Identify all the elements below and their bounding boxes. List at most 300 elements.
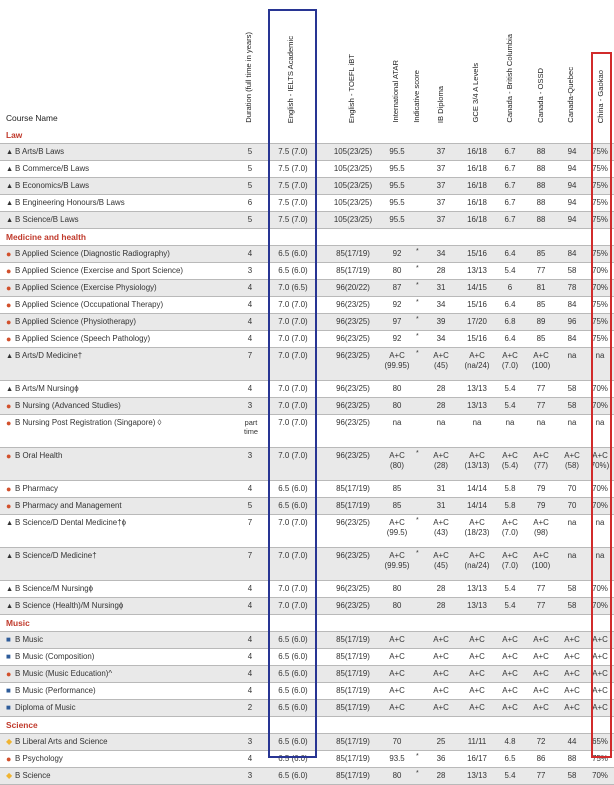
bc-value: 5.8	[504, 501, 516, 510]
toefl-cell	[325, 652, 381, 662]
ib-value-line2: (28)	[433, 461, 449, 470]
table-row	[0, 195, 614, 212]
ielts-cell	[270, 198, 316, 208]
ib-cell	[426, 669, 456, 679]
ib-value: 37	[436, 198, 446, 207]
ielts-value: 7.0 (7.0)	[278, 584, 308, 593]
ielts-cell	[270, 754, 316, 764]
ossd-value: A+C	[533, 686, 549, 695]
course-name	[6, 652, 94, 662]
atar-cell	[381, 351, 413, 371]
atar-value: 95.5	[389, 147, 405, 156]
ielts-value: 6.5 (6.0)	[278, 771, 308, 780]
gce-value: 13/13	[467, 401, 487, 410]
table-row	[0, 448, 614, 481]
bc-value: 6.4	[504, 334, 516, 343]
gce-cell	[457, 652, 497, 662]
course-name-text: B Music (Composition)	[15, 652, 95, 661]
queb-value: na	[567, 518, 577, 527]
queb-cell	[558, 317, 586, 327]
ib-cell	[426, 703, 456, 713]
course-name	[6, 703, 76, 713]
ib-value: A+C	[433, 635, 449, 644]
ielts-value: 6.5 (6.0)	[278, 484, 308, 493]
gce-value: A+C	[469, 451, 485, 460]
ib-value: 28	[436, 384, 446, 393]
toefl-value: 96(23/25)	[336, 418, 370, 427]
gaokao-value: A+C	[592, 669, 608, 678]
gaokao-value: na	[595, 351, 605, 360]
bc-value: 5.4	[504, 384, 516, 393]
bc-value: 5.4	[504, 601, 516, 610]
bc-cell	[497, 518, 523, 538]
duration-value: 4	[247, 669, 253, 678]
queb-cell	[558, 451, 586, 471]
gaokao-cell	[588, 334, 612, 344]
circle-marker-icon: ●	[6, 283, 12, 293]
toefl-value: 105(23/25)	[333, 215, 373, 224]
bc-value: A+C	[502, 669, 518, 678]
gce-cell	[457, 669, 497, 679]
toefl-value: 85(17/19)	[336, 249, 370, 258]
course-name-text: B Nursing Post Registration (Singapore) ◊	[15, 418, 162, 427]
ib-cell	[426, 584, 456, 594]
square-marker-icon: ■	[6, 703, 11, 712]
table-row	[0, 581, 614, 598]
duration-value: part	[244, 418, 258, 427]
bc-value: 5.4	[504, 401, 516, 410]
ossd-cell	[526, 635, 556, 645]
ielts-value: 6.5 (6.0)	[278, 501, 308, 510]
gaokao-cell	[588, 317, 612, 327]
bc-cell	[497, 300, 523, 310]
gce-value-line2: (18/23)	[464, 528, 490, 537]
atar-value: 92	[392, 334, 402, 343]
toefl-value: 85(17/19)	[336, 737, 370, 746]
section-header	[0, 127, 614, 144]
ielts-cell	[270, 351, 316, 361]
queb-cell	[558, 501, 586, 511]
indicative-score-star: *	[416, 299, 419, 306]
gce-cell	[457, 551, 497, 571]
gaokao-value: na	[595, 518, 605, 527]
duration-cell	[238, 451, 262, 461]
gce-cell	[457, 771, 497, 781]
ossd-cell	[526, 601, 556, 611]
course-name-text: B Music	[15, 635, 44, 644]
toefl-value: 96(23/25)	[336, 334, 370, 343]
gce-cell	[457, 181, 497, 191]
ielts-cell	[270, 635, 316, 645]
triangle-marker-icon: ▲	[6, 147, 14, 156]
ib-value: 34	[436, 249, 446, 258]
ib-value: A+C	[433, 451, 449, 460]
bc-value: A+C	[502, 551, 518, 560]
toefl-cell	[325, 771, 381, 781]
indicative-score-star: *	[416, 753, 419, 760]
toefl-cell	[325, 300, 381, 310]
bc-cell	[497, 283, 523, 293]
duration-value: 4	[247, 601, 253, 610]
duration-value-line2: time	[244, 427, 258, 436]
ib-value: 34	[436, 300, 446, 309]
gaokao-value: 70%	[592, 401, 608, 410]
ib-value: 31	[436, 501, 446, 510]
queb-cell	[558, 334, 586, 344]
table-body	[0, 127, 614, 785]
queb-value: 94	[567, 147, 577, 156]
ielts-cell	[270, 215, 316, 225]
queb-cell	[558, 266, 586, 276]
ib-cell	[426, 198, 456, 208]
toefl-value: 105(23/25)	[333, 198, 373, 207]
queb-cell	[558, 164, 586, 174]
queb-value: 88	[567, 754, 577, 763]
atar-value: 80	[392, 401, 402, 410]
table-row	[0, 548, 614, 581]
triangle-marker-icon: ▲	[6, 181, 14, 190]
ossd-value: 79	[536, 501, 546, 510]
queb-value: 94	[567, 164, 577, 173]
bc-value: A+C	[502, 351, 518, 360]
duration-cell	[236, 418, 266, 436]
ossd-cell	[526, 669, 556, 679]
ossd-value: 81	[536, 283, 546, 292]
course-name	[6, 601, 123, 611]
ib-value: 36	[436, 754, 446, 763]
diamond-marker-icon: ◆	[6, 737, 13, 746]
gce-value: 16/18	[467, 198, 487, 207]
atar-value: A+C	[389, 551, 405, 560]
ossd-cell	[526, 584, 556, 594]
indicative-score-star: *	[416, 517, 419, 524]
ib-cell	[426, 334, 456, 344]
col-gce: GCE 3/4 A Levels	[471, 63, 480, 123]
gce-cell	[457, 635, 497, 645]
toefl-cell	[325, 249, 381, 259]
duration-cell	[238, 317, 262, 327]
atar-value: 87	[392, 283, 402, 292]
ielts-value: 6.5 (6.0)	[278, 669, 308, 678]
duration-cell	[238, 147, 262, 157]
duration-value: 4	[247, 300, 253, 309]
gaokao-value: 75%	[592, 198, 608, 207]
ielts-value: 6.5 (6.0)	[278, 754, 308, 763]
duration-value: 3	[247, 451, 253, 460]
gce-value: 15/16	[467, 300, 487, 309]
gaokao-cell	[588, 754, 612, 764]
gce-cell	[457, 198, 497, 208]
col-ielts: English - IELTS Academic	[286, 35, 295, 123]
duration-cell	[238, 215, 262, 225]
ossd-value: 88	[536, 164, 546, 173]
queb-cell	[558, 737, 586, 747]
gce-cell	[457, 147, 497, 157]
course-name-text: B Engineering Honours/B Laws	[15, 198, 125, 207]
gaokao-value: 70%	[592, 266, 608, 275]
indicative-score-star: *	[416, 770, 419, 777]
ib-cell	[426, 283, 456, 293]
gce-value: A+C	[469, 703, 485, 712]
ielts-cell	[270, 164, 316, 174]
table-header	[0, 0, 614, 127]
gaokao-cell	[588, 147, 612, 157]
ossd-value: A+C	[533, 551, 549, 560]
gce-value: A+C	[469, 652, 485, 661]
atar-cell	[381, 266, 413, 276]
course-name-text: B Pharmacy and Management	[15, 501, 122, 510]
ielts-cell	[270, 300, 316, 310]
bc-value-line2: (7.0)	[501, 528, 519, 537]
ielts-cell	[270, 737, 316, 747]
ossd-value: 85	[536, 300, 546, 309]
toefl-value: 85(17/19)	[336, 652, 370, 661]
gaokao-value: na	[595, 418, 605, 427]
ielts-cell	[270, 249, 316, 259]
atar-value: 80	[392, 384, 402, 393]
ib-value: na	[436, 418, 446, 427]
duration-cell	[238, 771, 262, 781]
toefl-cell	[325, 198, 381, 208]
gaokao-value: 75%	[592, 300, 608, 309]
ossd-value: 88	[536, 198, 546, 207]
gaokao-cell	[588, 351, 612, 361]
ossd-cell	[526, 451, 556, 471]
ielts-cell	[270, 266, 316, 276]
col-toefl: English - TOEFL iBT	[347, 53, 356, 123]
gce-cell	[457, 215, 497, 225]
ossd-cell	[526, 317, 556, 327]
gce-cell	[457, 266, 497, 276]
duration-cell	[238, 601, 262, 611]
toefl-value: 85(17/19)	[336, 501, 370, 510]
atar-cell	[381, 164, 413, 174]
course-name-text: B Science (Health)/M Nursingɸ	[15, 601, 124, 610]
gce-value: A+C	[469, 669, 485, 678]
queb-value: 58	[567, 384, 577, 393]
ib-value: 31	[436, 484, 446, 493]
bc-cell	[497, 686, 523, 696]
course-name	[6, 249, 170, 259]
queb-value: 84	[567, 300, 577, 309]
toefl-value: 85(17/19)	[336, 703, 370, 712]
ielts-value: 6.5 (6.0)	[278, 249, 308, 258]
bc-cell	[497, 266, 523, 276]
course-name	[6, 266, 183, 276]
ielts-value: 6.5 (6.0)	[278, 737, 308, 746]
bc-value: 6.7	[504, 164, 516, 173]
gaokao-cell	[588, 215, 612, 225]
bc-value: 6.7	[504, 181, 516, 190]
queb-value: 84	[567, 334, 577, 343]
queb-value: 58	[567, 266, 577, 275]
toefl-value: 105(23/25)	[333, 181, 373, 190]
duration-value: 3	[247, 737, 253, 746]
ossd-cell	[526, 484, 556, 494]
ielts-value: 7.0 (7.0)	[278, 317, 308, 326]
queb-cell	[558, 401, 586, 411]
ossd-value: A+C	[533, 635, 549, 644]
ib-value: A+C	[433, 551, 449, 560]
ib-value: A+C	[433, 652, 449, 661]
ossd-cell	[526, 334, 556, 344]
gaokao-value: A+C	[592, 451, 608, 460]
ielts-value: 7.0 (6.5)	[278, 283, 308, 292]
ossd-cell	[526, 300, 556, 310]
circle-marker-icon: ●	[6, 334, 12, 344]
course-name	[6, 669, 112, 679]
gaokao-cell	[588, 384, 612, 394]
ossd-cell	[526, 266, 556, 276]
ib-cell	[426, 601, 456, 611]
table-row	[0, 751, 614, 768]
duration-value: 4	[247, 317, 253, 326]
queb-value: A+C	[564, 686, 580, 695]
queb-cell	[558, 551, 586, 561]
circle-marker-icon: ●	[6, 501, 12, 511]
atar-value: 80	[392, 584, 402, 593]
bc-value: A+C	[502, 518, 518, 527]
course-name-text: B Music (Music Education)^	[15, 669, 113, 678]
gce-value: 16/18	[467, 181, 487, 190]
duration-cell	[238, 518, 262, 528]
duration-value: 5	[247, 147, 253, 156]
bc-cell	[497, 317, 523, 327]
ossd-cell	[526, 703, 556, 713]
gaokao-value: A+C	[592, 703, 608, 712]
ossd-value-line2: (100)	[531, 361, 551, 370]
ib-value: 31	[436, 283, 446, 292]
atar-cell	[381, 300, 413, 310]
gce-cell	[457, 754, 497, 764]
toefl-cell	[325, 147, 381, 157]
gaokao-cell	[588, 501, 612, 511]
course-name	[6, 401, 121, 411]
toefl-value: 96(23/25)	[336, 384, 370, 393]
duration-value: 5	[247, 215, 253, 224]
atar-cell	[381, 518, 413, 538]
atar-value: 95.5	[389, 215, 405, 224]
circle-marker-icon: ●	[6, 669, 12, 679]
gaokao-cell	[588, 771, 612, 781]
ielts-value: 7.0 (7.0)	[278, 451, 308, 460]
atar-cell	[381, 249, 413, 259]
gce-cell	[457, 484, 497, 494]
triangle-marker-icon: ▲	[6, 551, 14, 560]
bc-value: 6.7	[504, 147, 516, 156]
triangle-marker-icon: ▲	[6, 384, 14, 393]
section-title: Science	[6, 720, 38, 730]
gaokao-value: 75%	[592, 181, 608, 190]
ib-value: 37	[436, 215, 446, 224]
ib-value: 37	[436, 181, 446, 190]
bc-cell	[497, 147, 523, 157]
atar-cell	[381, 334, 413, 344]
toefl-cell	[325, 737, 381, 747]
duration-cell	[238, 635, 262, 645]
toefl-cell	[325, 584, 381, 594]
gce-cell	[457, 518, 497, 538]
col-indicative: Indicative score	[412, 70, 421, 123]
atar-value: 80	[392, 266, 402, 275]
queb-cell	[558, 147, 586, 157]
duration-value: 3	[247, 401, 253, 410]
toefl-value: 85(17/19)	[336, 635, 370, 644]
toefl-cell	[325, 686, 381, 696]
gce-value: A+C	[469, 686, 485, 695]
ielts-value: 6.5 (6.0)	[278, 652, 308, 661]
gaokao-value: 70%	[592, 771, 608, 780]
bc-value: 6.5	[504, 754, 516, 763]
queb-cell	[558, 686, 586, 696]
course-name	[6, 771, 51, 781]
ossd-cell	[526, 501, 556, 511]
gaokao-value: A+C	[592, 635, 608, 644]
ib-value: 28	[436, 601, 446, 610]
ib-cell	[426, 351, 456, 371]
ossd-value: A+C	[533, 652, 549, 661]
ib-cell	[426, 737, 456, 747]
ossd-cell	[526, 147, 556, 157]
bc-cell	[497, 601, 523, 611]
queb-value: na	[567, 351, 577, 360]
queb-cell	[558, 198, 586, 208]
ossd-value: 72	[536, 737, 546, 746]
circle-marker-icon: ●	[6, 401, 12, 411]
gce-value: 15/16	[467, 249, 487, 258]
toefl-value: 96(23/25)	[336, 451, 370, 460]
atar-value-line2: (99.95)	[384, 361, 410, 370]
toefl-value: 96(23/25)	[336, 601, 370, 610]
ib-value: A+C	[433, 686, 449, 695]
queb-cell	[558, 300, 586, 310]
gce-value-line2: (13/13)	[464, 461, 490, 470]
duration-cell	[238, 266, 262, 276]
table-row	[0, 263, 614, 280]
course-name-text: B Commerce/B Laws	[15, 164, 90, 173]
ielts-value: 7.0 (7.0)	[278, 551, 308, 560]
queb-value: A+C	[564, 451, 580, 460]
gaokao-value: 75%	[592, 754, 608, 763]
bc-value: 4.8	[504, 737, 516, 746]
square-marker-icon: ■	[6, 686, 11, 695]
triangle-marker-icon: ▲	[6, 601, 14, 610]
indicative-score-star: *	[416, 450, 419, 457]
duration-cell	[238, 484, 262, 494]
circle-marker-icon: ●	[6, 451, 12, 461]
ossd-cell	[526, 754, 556, 764]
ossd-value: 77	[536, 584, 546, 593]
section-header	[0, 615, 614, 632]
ossd-cell	[526, 401, 556, 411]
gaokao-value: A+C	[592, 686, 608, 695]
col-ossd: Canada - OSSD	[536, 68, 545, 123]
gce-cell	[457, 249, 497, 259]
duration-cell	[238, 283, 262, 293]
ielts-cell	[270, 317, 316, 327]
ielts-cell	[270, 686, 316, 696]
ib-value: 25	[436, 737, 446, 746]
queb-value: 78	[567, 283, 577, 292]
ielts-cell	[270, 418, 316, 428]
gce-value: 14/14	[467, 484, 487, 493]
atar-cell	[381, 601, 413, 611]
ielts-value: 7.5 (7.0)	[278, 198, 308, 207]
queb-cell	[558, 418, 586, 428]
atar-cell	[381, 384, 413, 394]
course-name	[6, 635, 43, 645]
course-name	[6, 754, 63, 764]
